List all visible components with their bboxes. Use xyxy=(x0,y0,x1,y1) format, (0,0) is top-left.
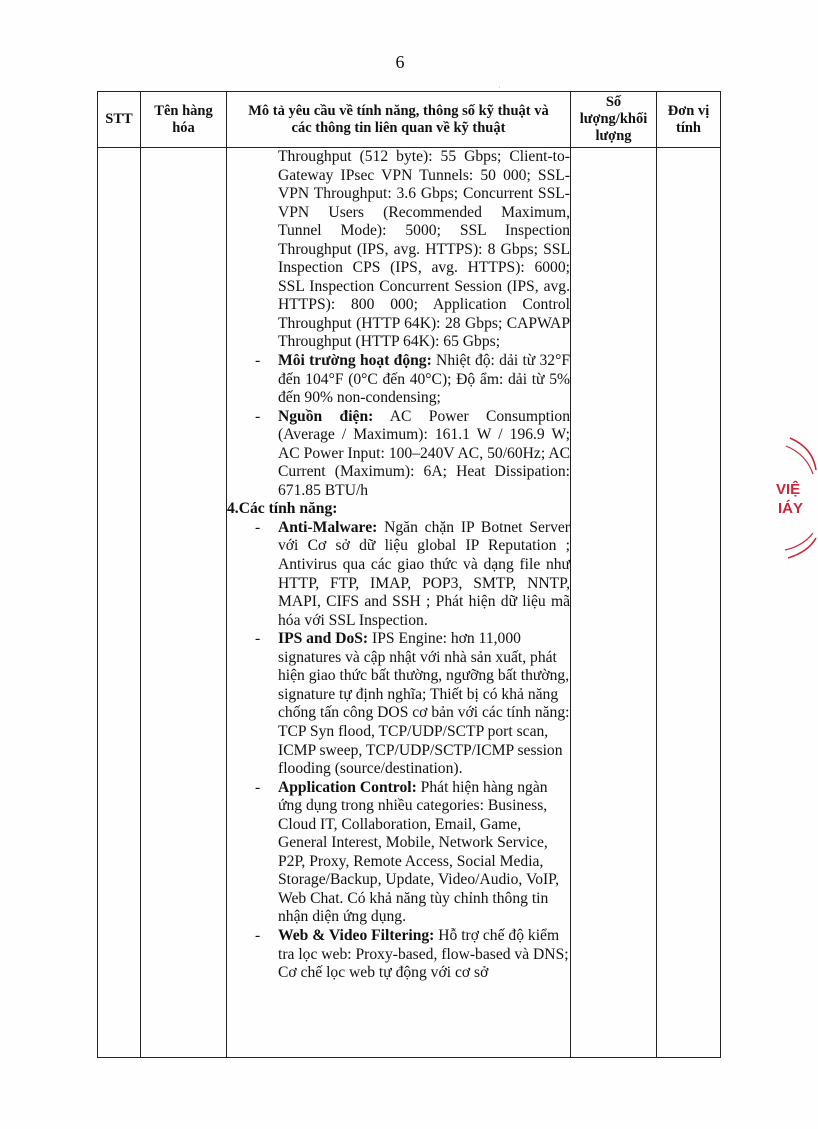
item-text: Phát hiện hàng ngàn ứng dụng trong nhiều categories: Business, Cloud IT, Collaboration, Email, Game, General Interest, Mobile, Network Service, P2P, Proxy, Remote Access, Social Media, Storage/Backup, Update, Video/Audio, VoIP, Web Chat. Có khả năng tùy chỉnh thông tin nhận diện ứng dụng. xyxy=(278,778,560,926)
list-item xyxy=(227,408,570,501)
item-label: Web & Video Filtering: xyxy=(278,926,435,944)
item-text: AC Power Consumption (Average / Maximum): 161.1 W / 196.9 W; AC Power Input: 100–240V AC, 50/60Hz; AC Current (Maximum): 6A; Heat Dissipation: 671.85 BTU/h xyxy=(278,407,571,499)
header-description: Mô tả yêu cầu về tính năng, thông số kỹ thuật và các thông tin liên quan về kỹ thuật xyxy=(227,92,571,148)
bullet-dash: - xyxy=(255,630,261,648)
list-item xyxy=(227,927,570,983)
table-header-row xyxy=(98,92,721,148)
item-label: Môi trường hoạt động: xyxy=(278,352,432,370)
description-cell xyxy=(227,148,571,1058)
bullet-dash: - xyxy=(255,518,261,536)
item-label: Application Control: xyxy=(278,778,417,796)
quantity-cell xyxy=(571,148,657,1058)
bullet-dash: - xyxy=(255,352,261,370)
header-stt: STT xyxy=(98,92,141,148)
item-text: Hỗ trợ chế độ kiểm tra lọc web: Proxy-based, flow-based và DNS; Cơ chế lọc web tự động với cơ sở xyxy=(278,926,569,982)
item-label: IPS and DoS: xyxy=(278,630,369,648)
continuation-text: Throughput (512 byte): 55 Gbps; Client-to-Gateway IPsec VPN Tunnels: 50 000; SSL-VPN Throughput: 3.6 Gbps; Concurrent SSL-VPN Users (Recommended Maximum, Tunnel Mode): 5000; SSL Inspection Throughput (IPS, avg. HTTPS): 8 Gbps; SSL Inspection CPS (IPS, avg. HTTPS): 6000; SSL Inspection Concurrent Session (IPS, avg. HTTPS): 800 000; Application Control Throughput (HTTP 64K): 28 Gbps; CAPWAP Throughput (HTTP 64K): 65 Gbps; xyxy=(278,148,570,351)
official-seal xyxy=(758,430,818,580)
header-unit: Đơn vị tính xyxy=(657,92,721,148)
list-item xyxy=(227,779,570,927)
item-text: IPS Engine: hơn 11,000 signatures và cập nhật với nhà sản xuất, phát hiện giao thức bất thường, ngưỡng bất thường, signature tự định nghĩa; Thiết bị có khả năng chống tấn công DOS cơ bản với các tính năng: TCP Syn flood, TCP/UDP/SCTP port scan, ICMP sweep, TCP/UDP/SCTP/ICMP session flooding (source/destination). xyxy=(278,630,570,778)
list-item xyxy=(227,519,570,630)
specification-table xyxy=(97,91,721,1058)
table-row xyxy=(98,148,721,1058)
item-text: Ngăn chặn IP Botnet Server với Cơ sở dữ liệu global IP Reputation ; Antivirus qua các giao thức và dạng file như HTTP, FTP, IMAP, POP3, SMTP, NNTP, MAPI, CIFS and SSH ; Phát hiện dữ liệu mã hóa với SSL Inspection. xyxy=(278,518,570,629)
stt-cell xyxy=(98,148,141,1058)
page-number: 6 xyxy=(395,52,405,72)
section-heading: 4.Các tính năng: xyxy=(227,500,338,518)
item-name-cell xyxy=(141,148,227,1058)
bullet-dash: - xyxy=(255,778,261,796)
header-item-name: Tên hàng hóa xyxy=(141,92,227,148)
bullet-dash: - xyxy=(255,926,261,944)
list-item xyxy=(227,630,570,778)
seal-text-line2: IÁY xyxy=(778,500,804,517)
list-item xyxy=(227,352,570,408)
scan-mark: · xyxy=(498,83,501,92)
item-text: Nhiệt độ: dải từ 32°F đến 104°F (0°C đến 40°C); Độ ẩm: dải từ 5% đến 90% non-condensing; xyxy=(278,352,570,407)
header-quantity: Số lượng/khối lượng xyxy=(571,92,657,148)
unit-cell xyxy=(657,148,721,1058)
item-label: Anti-Malware: xyxy=(278,518,378,536)
bullet-dash: - xyxy=(255,407,261,425)
seal-text-line1: VIỆ xyxy=(776,481,801,498)
item-label: Nguồn điện: xyxy=(278,407,374,425)
